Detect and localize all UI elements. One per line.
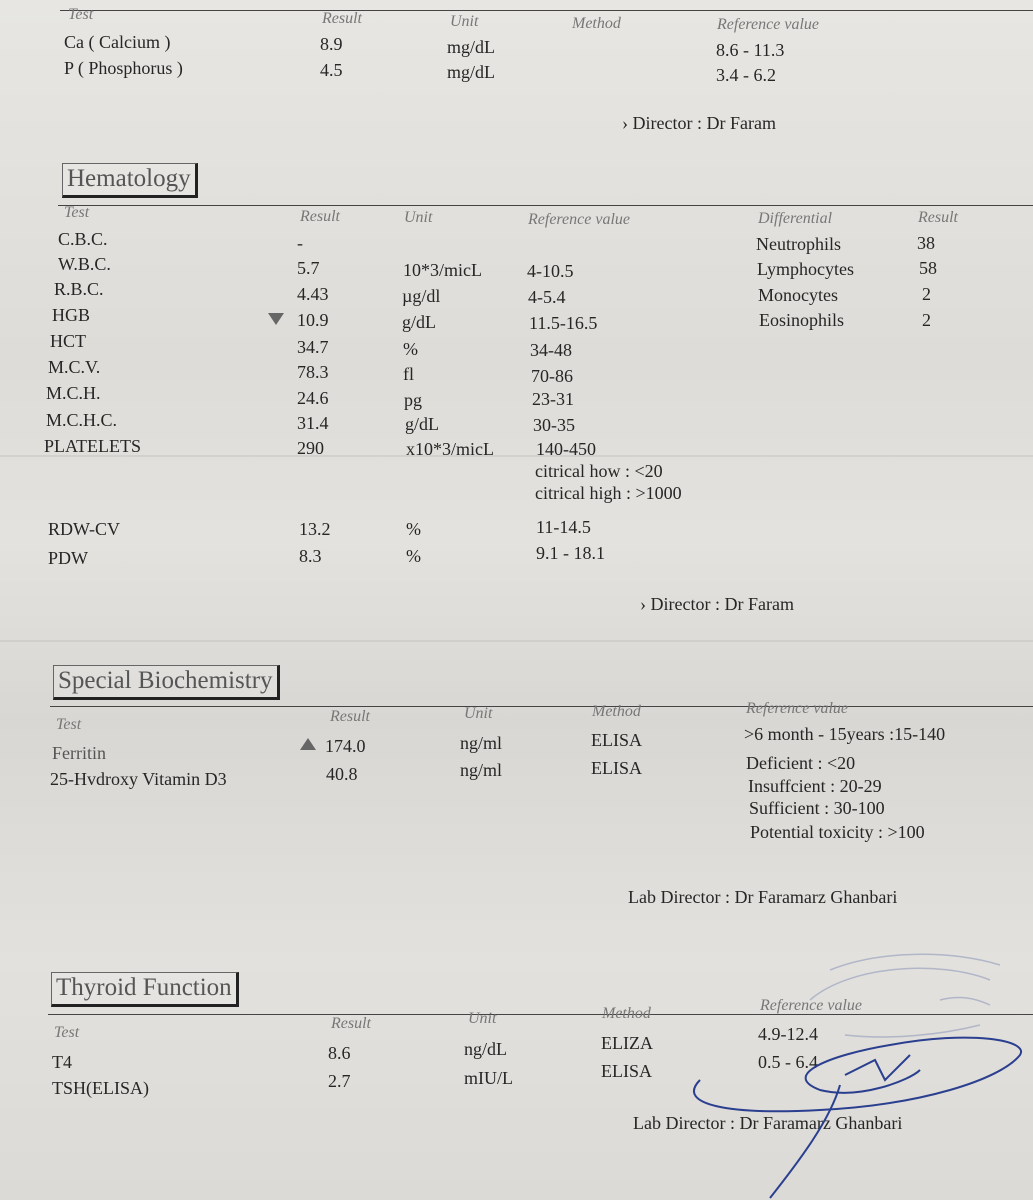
test-unit: x10*3/micL (406, 439, 494, 459)
differential-value: 2 (922, 310, 931, 330)
header-test: Test (54, 1024, 80, 1041)
reference-line: Insuffcient : 20-29 (748, 776, 882, 796)
test-unit: mIU/L (464, 1068, 513, 1088)
test-unit: fl (403, 364, 414, 384)
director-signature: › Director : Dr Faram (622, 113, 776, 133)
test-reference: 70-86 (531, 366, 573, 386)
header-test: Test (64, 204, 90, 221)
test-name: RDW-CV (48, 519, 120, 539)
header-unit: Unit (450, 13, 479, 30)
test-method: ELISA (591, 730, 642, 750)
test-name: Ferritin (52, 743, 106, 763)
header-result: Result (322, 10, 362, 27)
test-reference: 23-31 (532, 389, 574, 409)
test-result: 10.9 (297, 310, 329, 330)
test-name: Ca ( Calcium ) (64, 32, 171, 52)
test-unit: ng/ml (460, 760, 503, 780)
section-title-special-biochemistry: Special Biochemistry (53, 665, 280, 700)
differential-value: 38 (917, 233, 935, 253)
header-method: Method (592, 703, 641, 720)
test-method: ELISA (601, 1061, 652, 1081)
test-reference: 11-14.5 (536, 517, 591, 537)
test-name: R.B.C. (54, 279, 104, 299)
differential-value: 2 (922, 284, 931, 304)
test-method: ELIZA (601, 1033, 653, 1053)
test-unit: % (406, 519, 421, 539)
test-name: PDW (48, 548, 88, 568)
test-name: PLATELETS (44, 436, 141, 456)
header-unit: Unit (464, 705, 493, 722)
differential-name: Eosinophils (759, 310, 845, 330)
differential-name: Neutrophils (756, 234, 841, 254)
test-result: 8.6 (328, 1043, 351, 1063)
signature-icon (670, 1020, 1033, 1200)
test-result: - (297, 233, 303, 253)
platelet-note: citrical high : >1000 (535, 483, 682, 503)
reference-line: >6 month - 15years :15-140 (744, 724, 946, 744)
test-result: 40.8 (326, 764, 358, 784)
test-unit: mg/dL (447, 37, 495, 57)
header-reference: Reference value (746, 700, 849, 717)
test-name: TSH(ELISA) (52, 1078, 149, 1098)
test-reference: 4-10.5 (527, 261, 574, 281)
test-name: 25-Hvdroxy Vitamin D3 (50, 769, 227, 789)
test-reference: 8.6 - 11.3 (716, 40, 785, 60)
test-unit: % (403, 339, 418, 359)
reference-line: Potential toxicity : >100 (750, 822, 925, 842)
test-result: 8.9 (320, 34, 343, 54)
test-name: W.B.C. (58, 254, 111, 274)
test-name: P ( Phosphorus ) (64, 58, 183, 78)
header-result: Result (300, 208, 340, 225)
test-name: HGB (52, 305, 91, 325)
test-name: C.B.C. (58, 229, 108, 249)
header-unit: Unit (404, 209, 433, 226)
test-name: M.C.V. (48, 357, 101, 377)
header-reference: Reference value (760, 997, 863, 1014)
test-method: ELISA (591, 758, 642, 778)
header-reference: Reference value (528, 211, 631, 228)
director-signature: › Director : Dr Faram (640, 594, 794, 614)
test-reference: 3.4 - 6.2 (716, 65, 776, 85)
test-unit: % (406, 546, 421, 566)
test-result: 4.5 (320, 60, 343, 80)
test-result: 34.7 (297, 337, 329, 357)
differential-name: Lymphocytes (757, 259, 854, 279)
differential-value: 58 (919, 258, 937, 278)
test-unit: 10*3/micL (403, 260, 482, 280)
test-result: 31.4 (297, 413, 329, 433)
header-reference: Reference value (717, 16, 820, 33)
section-rule (50, 706, 1033, 707)
test-result: 8.3 (299, 546, 322, 566)
section-title-hematology: Hematology (62, 163, 198, 198)
arrow-up-icon (300, 738, 316, 750)
test-reference: 140-450 (536, 439, 596, 459)
header-result: Result (331, 1015, 371, 1032)
test-unit: mg/dL (447, 62, 495, 82)
test-reference: 4-5.4 (528, 287, 566, 307)
test-reference: 34-48 (530, 340, 572, 360)
test-reference: 30-35 (533, 415, 575, 435)
test-name: T4 (52, 1052, 72, 1072)
header-differential: Differential (758, 210, 833, 227)
test-reference: 4.9-12.4 (758, 1024, 818, 1044)
header-result: Result (330, 708, 370, 725)
test-reference: 9.1 - 18.1 (536, 543, 605, 563)
header-diff-result: Result (918, 209, 958, 226)
section-rule (58, 205, 1033, 206)
test-name: M.C.H. (46, 383, 101, 403)
test-result: 4.43 (297, 284, 329, 304)
test-name: M.C.H.C. (46, 410, 118, 430)
test-result: 290 (297, 438, 324, 458)
test-unit: pg (404, 390, 422, 410)
test-reference: 11.5-16.5 (529, 313, 598, 333)
reference-line: Deficient : <20 (746, 753, 856, 773)
header-method: Method (602, 1005, 651, 1022)
test-reference: 0.5 - 6.4 (758, 1052, 818, 1072)
test-unit: ng/dL (464, 1039, 507, 1059)
header-method: Method (572, 15, 621, 32)
test-result: 13.2 (299, 519, 331, 539)
test-unit: g/dL (405, 414, 439, 434)
arrow-down-icon (268, 313, 284, 325)
platelet-note: citrical how : <20 (535, 461, 663, 481)
differential-name: Monocytes (758, 285, 838, 305)
test-result: 174.0 (325, 736, 366, 756)
test-name: HCT (50, 331, 86, 351)
header-unit: Unit (468, 1010, 497, 1027)
director-signature: Lab Director : Dr Faramarz Ghanbari (628, 887, 898, 907)
paper-fold (0, 640, 1033, 642)
paper-fold (0, 455, 1033, 457)
test-result: 2.7 (328, 1071, 351, 1091)
test-unit: µg/dl (402, 286, 441, 306)
section-rule (60, 10, 1033, 11)
section-title-thyroid-function: Thyroid Function (51, 972, 239, 1007)
test-unit: ng/ml (460, 733, 503, 753)
test-result: 24.6 (297, 388, 329, 408)
test-unit: g/dL (402, 312, 436, 332)
header-test: Test (56, 716, 82, 733)
test-result: 78.3 (297, 362, 329, 382)
reference-line: Sufficient : 30-100 (749, 798, 885, 818)
test-result: 5.7 (297, 258, 320, 278)
director-signature: Lab Director : Dr Faramarz Ghanbari (633, 1113, 903, 1133)
header-test: Test (68, 6, 94, 23)
